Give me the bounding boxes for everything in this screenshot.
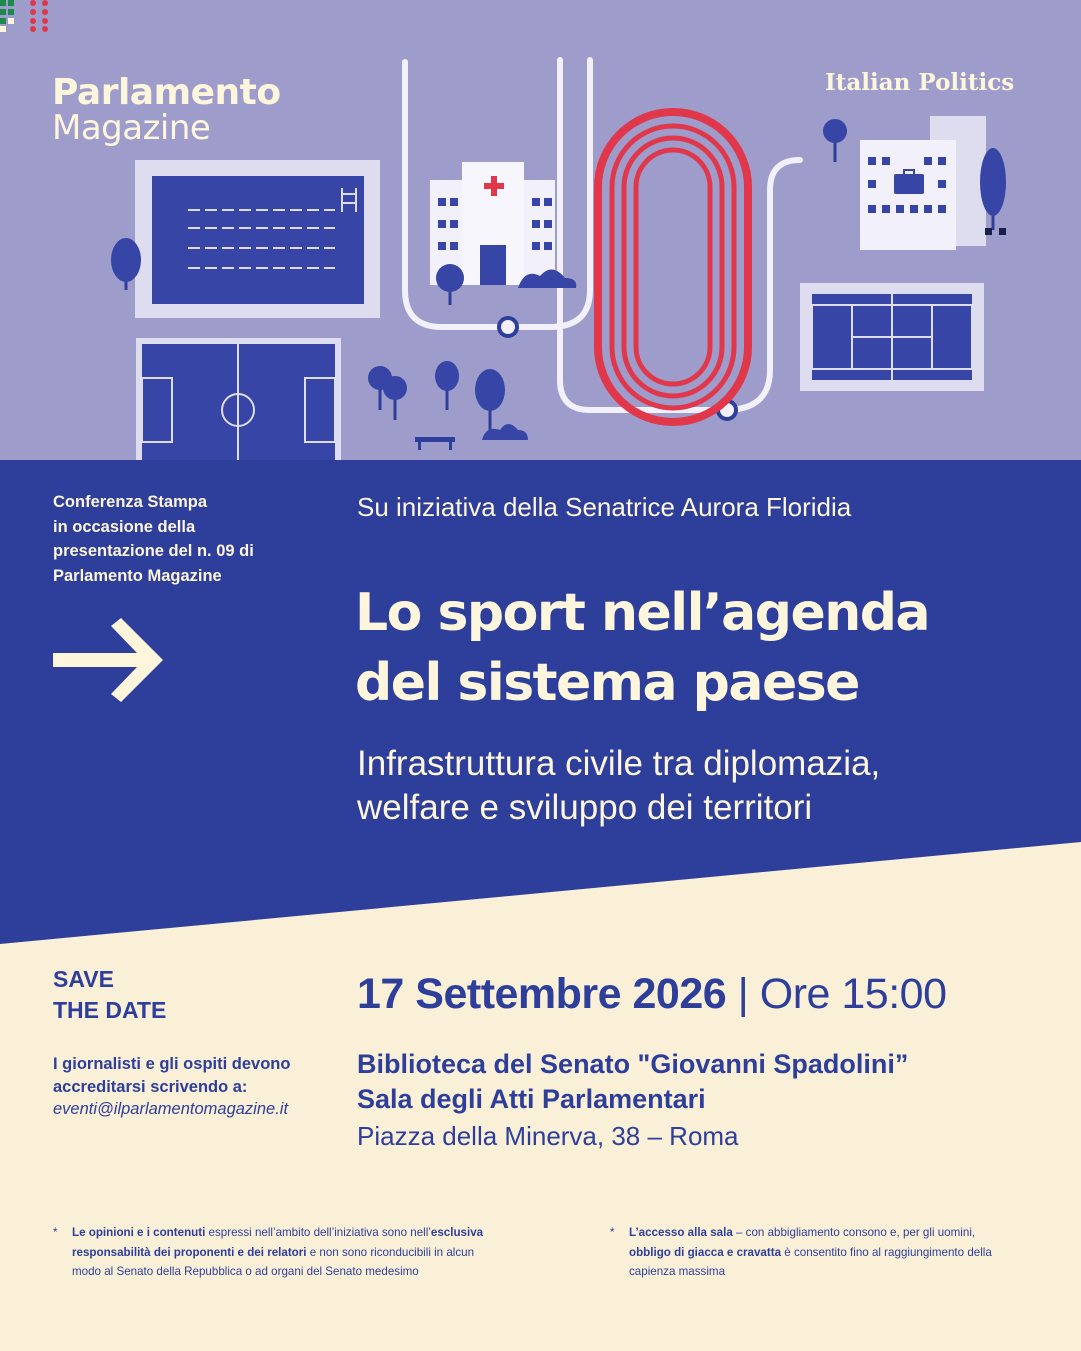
partner-name: Italian Politics [825, 69, 1015, 96]
info-line: Parlamento Magazine [53, 566, 222, 585]
arrow-right-icon [53, 618, 165, 702]
brand-title: Parlamento [52, 72, 281, 113]
note-text: e non sono riconducibili in alcun [306, 1245, 475, 1259]
accreditation-info [53, 1053, 343, 1121]
note-bold: L’accesso alla sala [629, 1226, 733, 1239]
note-text: – con abbigliamento consono e, per gli uomini, [732, 1226, 976, 1239]
note-text: espressi nell’ambito dell’iniziativa sono nell’ [205, 1226, 431, 1239]
press-conference-info [53, 490, 303, 588]
info-line: in occasione della [53, 517, 196, 536]
accreditation-line: accreditarsi scrivendo a: [53, 1077, 248, 1096]
save-date-line: THE DATE [53, 997, 167, 1023]
note-bold: esclusiva [430, 1226, 484, 1239]
save-date-line: SAVE [53, 966, 114, 992]
disclaimer-note [53, 1223, 522, 1282]
note-bullet: * [53, 1226, 58, 1239]
event-date: 17 Settembre 2026 [357, 970, 727, 1018]
event-time: Ore 15:00 [759, 970, 947, 1018]
venue-address: Piazza della Minerva, 38 – Roma [357, 1121, 739, 1151]
note-text: modo al Senato della Repubblica o ad organi del Senato medesimo [72, 1265, 419, 1278]
date-separator: | [726, 970, 760, 1018]
brand-subtitle: Magazine [52, 108, 211, 148]
venue-room: Sala degli Atti Parlamentari [357, 1084, 706, 1114]
event-date-time [357, 966, 947, 1022]
note-text: è consentito fino al raggiungimento della [781, 1245, 992, 1259]
note-bold: responsabilità dei proponenti e dei relatori [72, 1245, 307, 1259]
save-the-date [53, 964, 166, 1026]
title-line: del sistema paese [355, 653, 859, 713]
initiative-line: Su iniziativa della Senatrice Aurora Floridia [357, 492, 852, 522]
note-bullet: * [610, 1226, 615, 1239]
event-subtitle [357, 742, 1057, 830]
accreditation-email-link[interactable]: eventi@ilparlamentomagazine.it [53, 1100, 289, 1118]
title-line: Lo sport nell’agenda [355, 583, 930, 643]
note-bold: obbligo di giacca e cravatta [629, 1245, 782, 1259]
access-note [610, 1223, 1049, 1282]
note-text: capienza massima [629, 1265, 726, 1278]
subtitle-line: welfare e sviluppo dei territori [357, 788, 813, 827]
accreditation-line: I giornalisti e gli ospiti devono [53, 1055, 291, 1073]
subtitle-line: Infrastruttura civile tra diplomazia, [357, 744, 881, 783]
info-line: Conferenza Stampa [53, 493, 208, 511]
info-line: presentazione del n. 09 di [53, 542, 254, 560]
venue-name: Biblioteca del Senato "Giovanni Spadolini” [357, 1049, 909, 1079]
event-title [355, 578, 1055, 718]
note-bold: Le opinioni e i contenuti [72, 1226, 206, 1239]
